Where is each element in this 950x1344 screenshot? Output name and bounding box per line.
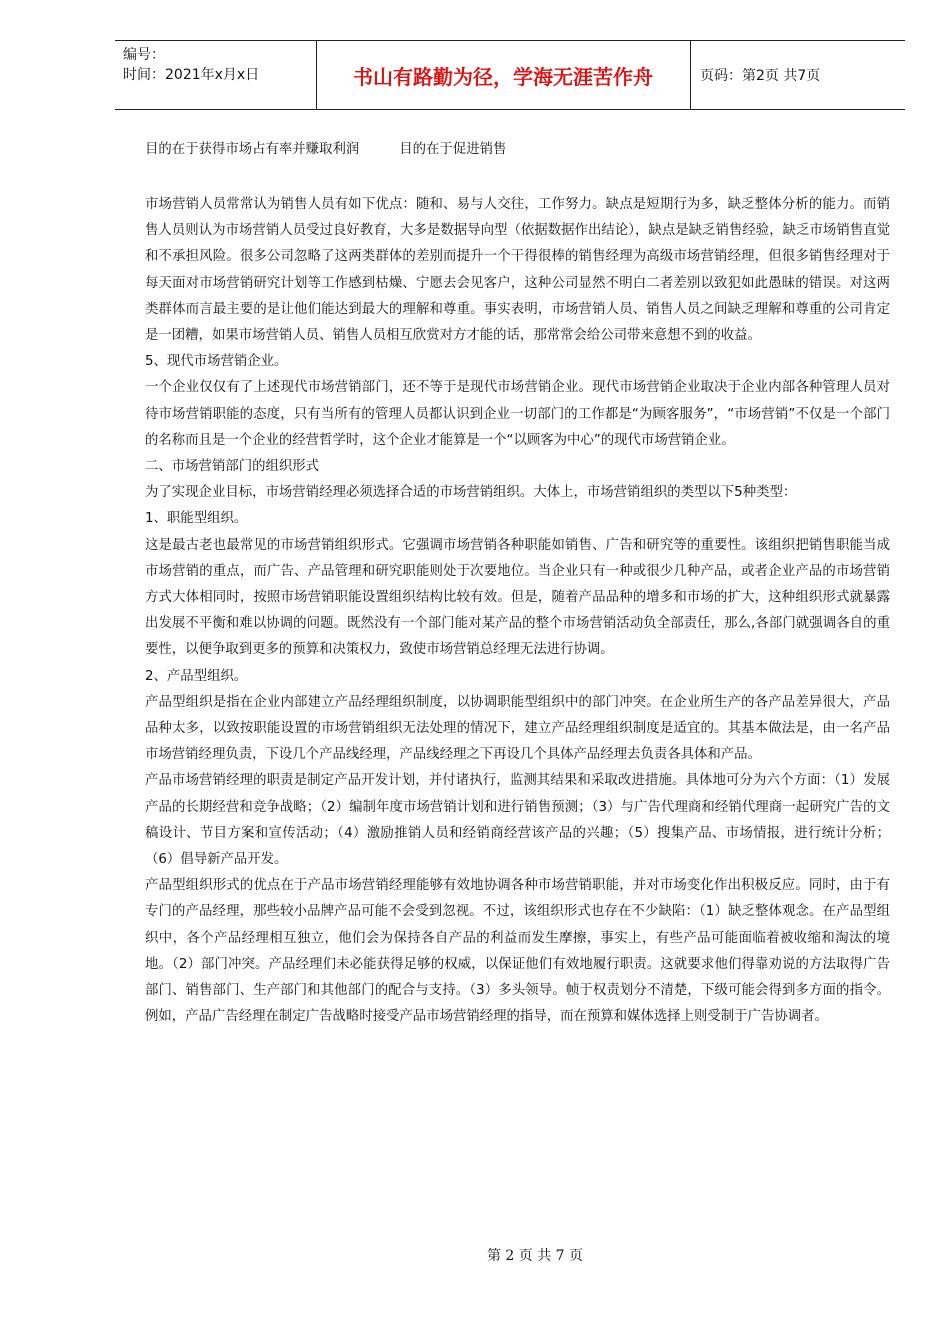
paragraph: 一个企业仅仅有了上述现代市场营销部门，还不等于是现代市场营销企业。现代市场营销企业取决于企业内部各种管理人员对待市场营销职能的态度，只有当所有的管理人员都认识到企业一切部门的工作都是“为顾客服务”，“市场营销”不仅是一个部门的名称而且是一个企业的经营哲学时，这个企业才能算是一个“以顾客为中心”的现代市场营销企业。	[145, 380, 890, 448]
section-heading: 二、市场营销部门的组织形式	[145, 459, 320, 475]
document-body	[145, 192, 890, 1031]
header-slogan: 书山有路勤为径，学海无涯苦作舟	[353, 65, 653, 89]
subsection-heading: 1、职能型组织。	[145, 511, 248, 527]
time-label: 时间：2021年x月x日	[123, 67, 260, 83]
page-footer: 第 2 页 共 7 页	[486, 1248, 584, 1264]
number-label: 编号：	[123, 47, 165, 63]
paragraph: 为了实现企业目标，市场营销经理必须选择合适的市场营销组织。大体上，市场营销组织的类型以下5种类型：	[145, 485, 797, 501]
paragraph: 这是最古老也最常见的市场营销组织形式。它强调市场营销各种职能如销售、广告和研究等的重要性。该组织把销售职能当成市场营销的重点，而广告、产品管理和研究职能则处于次要地位。当企业只有一种或很少几种产品，或者企业产品的市场营销方式大体相同时，按照市场营销职能设置组织结构比较有效。但是，随着产品品种的增多和市场的扩大，这种组织形式就暴露出发展不平衡和难以协调的问题。既然没有一个部门能对某产品的整个市场营销活动负全部责任，那么,各部门就强调各自的重要性，以便争取到更多的预算和决策权力，致使市场营销总经理无法进行协调。	[145, 537, 890, 658]
paragraph: 产品型组织是指在企业内部建立产品经理组织制度，以协调职能型组织中的部门冲突。在企业所生产的各产品差异很大，产品品种太多，以致按职能设置的市场营销组织无法处理的情况下，建立产品经理组织制度是适宜的。其基本做法是，由一名产品市场营销经理负责，下设几个产品线经理，产品线经理之下再设几个具体产品经理去负责各具体和产品。	[145, 694, 890, 763]
lead-left: 目的在于获得市场占有率并赚取利润	[145, 142, 360, 157]
page-header	[115, 40, 905, 110]
paragraph: 市场营销人员常常认为销售人员有如下优点：随和、易与人交往，工作努力。缺点是短期行为多，缺乏整体分析的能力。而销售人员则认为市场营销人员受过良好教育，大多是数据导向型（依据数据作出结论），缺点是缺乏销售经验，缺乏市场销售直觉和不承担风险。很多公司忽略了这两类群体的差别而提升一个干得很棒的销售经理为高级市场营销经理，但很多销售经理对于每天面对市场营销研究计划等工作感到枯燥、宁愿去会见客户，这种公司显然不明白二者差别以致犯如此愚昧的错误。对这两类群体而言最主要的是让他们能达到最大的理解和尊重。事实表明，市场营销人员、销售人员之间缺乏理解和尊重的公司肯定是一团糟，如果市场营销人员、销售人员相互欣赏对方才能的话，那常常会给公司带来意想不到的收益。	[145, 197, 890, 344]
lead-line	[145, 138, 506, 157]
header-meta	[123, 45, 259, 85]
paragraph: 产品市场营销经理的职责是制定产品开发计划，并付诸执行，监测其结果和采取改进措施。具体地可分为六个方面：（1）发展产品的长期经营和竞争战略；（2）编制年度市场营销计划和进行销售预测；（3）与广告代理商和经销代理商一起研究广告的文稿设计、节目方案和宣传活动；（4）激励推销人员和经销商经营该产品的兴趣；（5）搜集产品、市场情报，进行统计分析；（6）倡导新产品开发。	[145, 773, 890, 868]
subsection-heading: 2、产品型组织。	[145, 668, 248, 684]
paragraph: 5、现代市场营销企业。	[145, 354, 288, 370]
paragraph: 产品型组织形式的优点在于产品市场营销经理能够有效地协调各种市场营销职能，并对市场变化作出积极反应。同时，由于有专门的产品经理，那些较小品牌产品可能不会受到忽视。不过，该组织形式也存在不少缺陷：（1）缺乏整体观念。在产品型组织中，各个产品经理相互独立，他们会为保持各自产品的利益而发生摩擦，事实上，有些产品可能面临着被收缩和淘汰的境地。（2）部门冲突。产品经理们未必能获得足够的权威，以保证他们有效地履行职责。这就要求他们得靠劝说的方法取得广告部门、销售部门、生产部门和其他部门的配合与支持。（3）多头领导。帧于权责划分不清楚，下级可能会得到多方面的指令。例如，产品广告经理在制定广告战略时接受产品市场营销经理的指导，而在预算和媒体选择上则受制于广告协调者。	[145, 878, 890, 1025]
header-page-label: 页码：第2页 共7页	[700, 68, 821, 84]
lead-right: 目的在于促进销售	[399, 142, 507, 157]
header-divider	[690, 41, 691, 109]
